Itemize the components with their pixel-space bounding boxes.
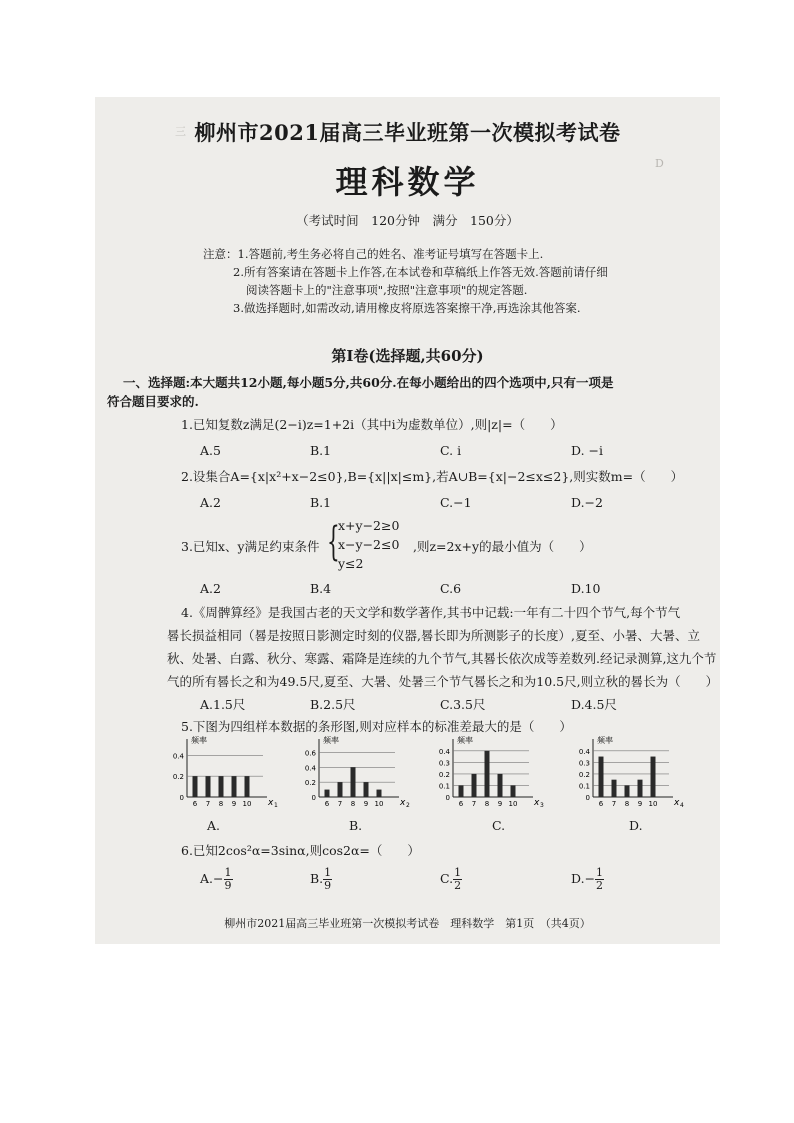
x-tick-label: 6: [324, 800, 330, 808]
bar-chart-a: [165, 733, 285, 813]
bar: [338, 782, 343, 797]
fraction: [224, 867, 233, 892]
bar-chart-b: [297, 733, 417, 813]
note-line-3: 阅读答题卡上的"注意事项",按照"注意事项"的规定答题.: [246, 283, 528, 297]
y-tick-label: 0.2: [438, 770, 450, 779]
y-tick-label: 0.2: [578, 770, 590, 779]
numerator: 1: [324, 866, 332, 879]
bar-chart-a-wrap: [165, 733, 285, 817]
q3-option-d: D.10: [571, 581, 601, 596]
y-axis-label: 频率: [597, 736, 613, 745]
bar: [638, 780, 643, 797]
x-axis-var: x: [400, 798, 406, 808]
x-tick-label: 7: [205, 800, 211, 808]
x-axis-var: x: [674, 798, 680, 808]
y-axis-label: 频率: [191, 736, 207, 745]
x-tick-label: 10: [242, 800, 252, 808]
x-tick-label: 6: [458, 800, 464, 808]
x-tick-label: 10: [374, 800, 384, 808]
origin-label: 0: [445, 794, 450, 802]
numerator: 1: [596, 866, 604, 879]
bar: [612, 780, 617, 797]
x-tick-label: 9: [637, 800, 643, 808]
q2-option-b: B.1: [310, 495, 332, 510]
question-5: 5.下图为四组样本数据的条形图,则对应样本的标准差最大的是（ ）: [181, 719, 572, 734]
bar-chart-b-wrap: [297, 733, 417, 817]
origin-label: 0: [311, 794, 316, 802]
chart-label-d: D.: [629, 818, 643, 833]
q6-option-a-sign: −: [213, 871, 224, 886]
question-2: 2.设集合A={x|x²+x−2≤0},B={x||x|≤m},若A∪B={x|−2≤x≤2},则实数m=（ ）: [181, 469, 684, 484]
brace-symbol: {: [327, 519, 340, 565]
origin-label: 0: [585, 794, 590, 802]
q4-option-b: B.2.5尺: [310, 697, 356, 712]
constraint-1: x+y−2≥0: [338, 518, 400, 533]
y-tick-label: 0.4: [304, 764, 316, 773]
chart-label-c: C.: [492, 818, 506, 833]
q6-option-c: [440, 867, 462, 892]
q4-option-a: A.1.5尺: [200, 697, 246, 712]
bar: [325, 790, 330, 797]
y-tick-label: 0.1: [438, 782, 450, 791]
denominator: 9: [324, 879, 332, 892]
q1-option-b: B.1: [310, 443, 332, 458]
q6-option-a: [200, 867, 233, 892]
q2-option-a: A.2: [200, 495, 221, 510]
chart-label-a: A.: [207, 818, 221, 833]
exam-page: [95, 97, 720, 944]
x-axis-var-sub: 2: [406, 802, 410, 809]
y-tick-label: 0.3: [438, 759, 450, 768]
bar: [625, 785, 630, 797]
q3-option-c: C.6: [440, 581, 462, 596]
x-axis-var-sub: 3: [540, 802, 544, 809]
instructions-line-1: 一、选择题:本大题共12小题,每小题5分,共60分.在每小题给出的四个选项中,只有一项是: [123, 375, 614, 390]
x-tick-label: 6: [192, 800, 198, 808]
y-tick-label: 0.6: [304, 749, 316, 758]
bar: [364, 782, 369, 797]
q6-option-d: [571, 867, 604, 892]
x-tick-label: 8: [624, 800, 630, 808]
chart-label-b: B.: [349, 818, 363, 833]
numerator: 1: [224, 866, 232, 879]
bar-chart-d-wrap: [571, 733, 691, 817]
q6-option-b: [310, 867, 332, 892]
section-title: 第Ⅰ卷(选择题,共60分): [331, 347, 484, 365]
x-tick-label: 6: [598, 800, 604, 808]
q6-option-b-label: B.: [310, 871, 324, 886]
bar: [206, 776, 211, 797]
question-3-suffix: ,则z=2x+y的最小值为（ ）: [413, 539, 592, 554]
bar: [245, 776, 250, 797]
q2-option-c: C.−1: [440, 495, 472, 510]
bar: [232, 776, 237, 797]
y-tick-label: 0.1: [578, 782, 590, 791]
y-tick-label: 0.4: [438, 747, 450, 756]
exam-title: 柳州市2021届高三毕业班第一次模拟考试卷: [194, 120, 621, 145]
x-tick-label: 10: [648, 800, 658, 808]
bar: [459, 785, 464, 797]
x-tick-label: 8: [350, 800, 356, 808]
denominator: 2: [454, 879, 462, 892]
y-tick-label: 0.4: [172, 752, 184, 761]
bar: [193, 776, 198, 797]
x-tick-label: 7: [471, 800, 477, 808]
bar-chart-c: [431, 733, 551, 813]
exam-subject: 理科数学: [335, 163, 480, 201]
fraction: [453, 867, 462, 892]
q4-option-c: C.3.5尺: [440, 697, 486, 712]
bar: [377, 790, 382, 797]
x-tick-label: 10: [508, 800, 518, 808]
question-4-line-3: 秋、处暑、白露、秋分、寒露、霜降是连续的九个节气,其晷长依次成等差数列.经记录测算,这九个节: [167, 651, 717, 666]
x-tick-label: 8: [218, 800, 224, 808]
bar: [651, 757, 656, 797]
y-axis-label: 频率: [457, 736, 473, 745]
question-1: 1.已知复数z满足(2−i)z=1+2i（其中i为虚数单位）,则|z|=（ ）: [181, 417, 563, 432]
fraction: [595, 867, 604, 892]
x-tick-label: 9: [363, 800, 369, 808]
q2-option-d: D.−2: [571, 495, 603, 510]
bar: [511, 785, 516, 797]
constraint-3: y≤2: [338, 556, 364, 571]
x-tick-label: 7: [337, 800, 343, 808]
bar: [472, 774, 477, 797]
bar-chart-d: [571, 733, 691, 813]
x-axis-var-sub: 4: [680, 802, 684, 809]
x-tick-label: 9: [231, 800, 237, 808]
q6-option-d-label: D.: [571, 871, 585, 886]
q1-option-c: C. i: [440, 443, 462, 458]
q1-option-a: A.5: [200, 443, 221, 458]
bar: [498, 774, 503, 797]
fraction: [323, 867, 332, 892]
bar: [599, 757, 604, 797]
question-4-line-2: 晷长损益相同（晷是按照日影测定时刻的仪器,晷长即为所测影子的长度）,夏至、小暑、大暑、立: [167, 628, 700, 643]
y-tick-label: 0.4: [578, 747, 590, 756]
question-3-prefix: 3.已知x、y满足约束条件: [181, 539, 320, 554]
q6-option-a-label: A.: [200, 871, 214, 886]
x-axis-var-sub: 1: [274, 802, 278, 809]
x-tick-label: 8: [484, 800, 490, 808]
note-line-4: 3.做选择题时,如需改动,请用橡皮将原选答案擦干净,再选涂其他答案.: [233, 301, 581, 315]
denominator: 9: [224, 879, 232, 892]
instructions-line-2: 符合题目要求的.: [107, 394, 199, 409]
y-axis-label: 频率: [323, 736, 339, 745]
bleed-text: 三: [175, 125, 186, 138]
q6-option-c-label: C.: [440, 871, 454, 886]
y-tick-label: 0.2: [172, 773, 184, 782]
q3-option-b: B.4: [310, 581, 332, 596]
y-tick-label: 0.2: [304, 779, 316, 788]
bar: [219, 776, 224, 797]
page-footer: 柳州市2021届高三毕业班第一次模拟考试卷 理科数学 第1页 （共4页）: [224, 917, 591, 930]
question-4-line-1: 4.《周髀算经》是我国古老的天文学和数学著作,其书中记载:一年有二十四个节气,每个节气: [181, 605, 681, 620]
constraint-2: x−y−2≤0: [338, 537, 400, 552]
x-axis-var: x: [534, 798, 540, 808]
q6-option-d-sign: −: [584, 871, 596, 886]
x-tick-label: 9: [497, 800, 503, 808]
q3-option-a: A.2: [200, 581, 221, 596]
bar: [351, 767, 356, 797]
denominator: 2: [596, 879, 604, 892]
y-tick-label: 0.3: [578, 759, 590, 768]
bar-chart-c-wrap: [431, 733, 551, 817]
exam-time-info: （考试时间 120分钟 满分 150分）: [296, 213, 519, 228]
x-axis-var: x: [268, 798, 274, 808]
numerator: 1: [454, 866, 462, 879]
question-6: 6.已知2cos²α=3sinα,则cos2α=（ ）: [181, 843, 420, 858]
bar: [485, 751, 490, 797]
q1-option-d: D. −i: [571, 443, 603, 458]
origin-label: 0: [179, 794, 184, 802]
note-line-2: 2.所有答案请在答题卡上作答,在本试卷和草稿纸上作答无效.答题前请仔细: [233, 265, 608, 279]
x-tick-label: 7: [611, 800, 617, 808]
question-4-line-4: 气的所有晷长之和为49.5尺,夏至、大暑、处暑三个节气晷长之和为10.5尺,则立秋的晷长为（ ）: [167, 674, 719, 689]
note-line-1: 注意：1.答题前,考生务必将自己的姓名、准考证号填写在答题卡上.: [203, 247, 544, 261]
bleed-text: D: [655, 157, 664, 170]
q4-option-d: D.4.5尺: [571, 697, 617, 712]
